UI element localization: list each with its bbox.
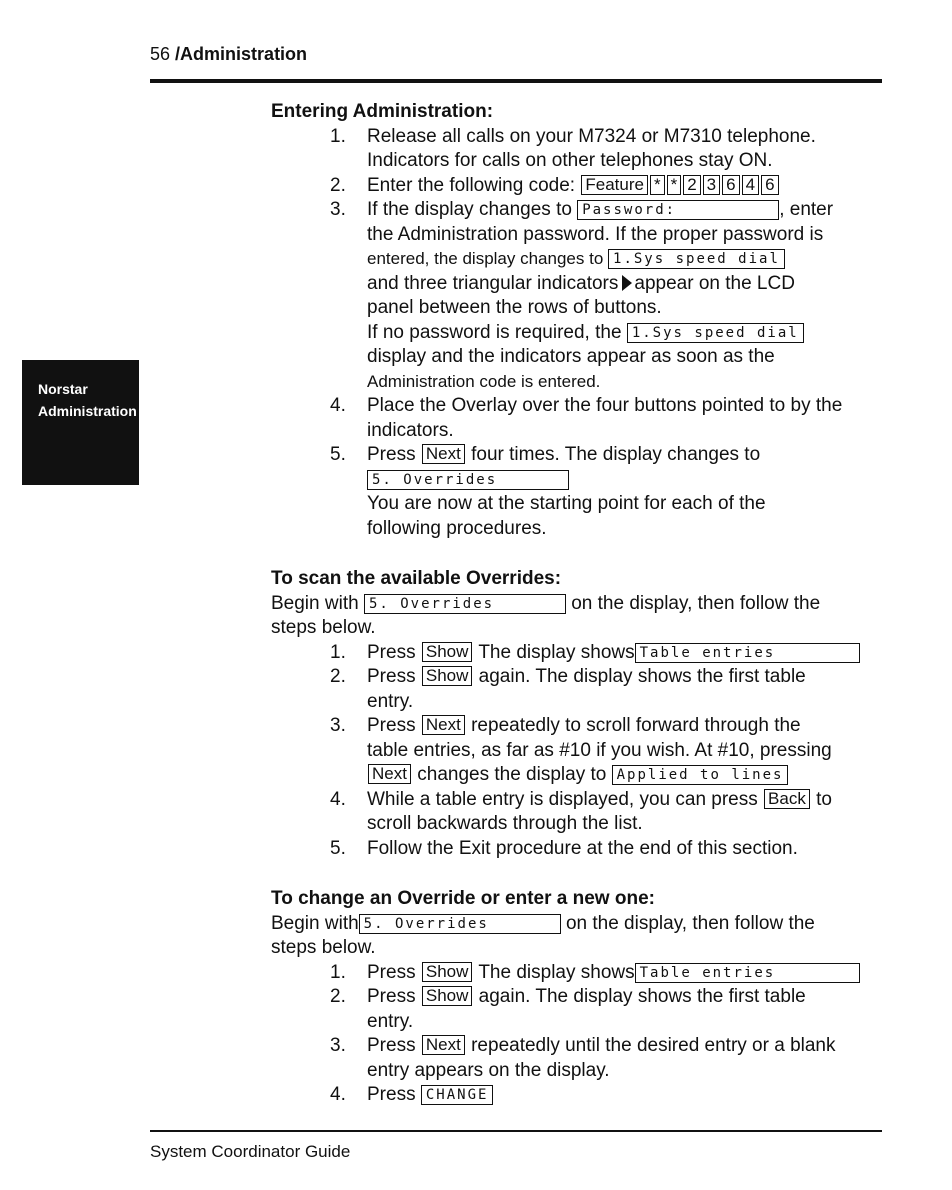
back-key: Back <box>764 789 810 809</box>
digit-key: 6 <box>722 175 739 195</box>
header-rule <box>150 79 882 83</box>
lcd-display: 1.Sys speed dial <box>608 249 785 269</box>
show-key: Show <box>422 642 473 662</box>
show-key: Show <box>422 962 473 982</box>
list-item: 4. While a table entry is displayed, you can press Back to scroll backwards through the list. <box>330 788 832 834</box>
list-item: 2. Press Show again. The display shows the first table entry. <box>330 986 806 1032</box>
entering-steps <box>271 125 881 542</box>
digit-key: 2 <box>683 175 700 195</box>
show-key: Show <box>422 986 473 1006</box>
star-key: * <box>667 175 682 195</box>
change-heading: To change an Override or enter a new one: <box>271 888 655 909</box>
list-item: 5. Press Next four times. The display changes to 5. Overrides You are now at the starting point for each of the following procedures. <box>330 444 766 539</box>
next-key: Next <box>422 1035 465 1055</box>
lcd-display: Applied to lines <box>612 765 789 785</box>
next-key: Next <box>368 764 411 784</box>
list-item: 4. Press CHANGE <box>271 1083 881 1108</box>
lcd-display: Table entries <box>635 963 860 983</box>
list-item: 4. Place the Overlay over the four buttons pointed to by the indicators. <box>330 395 843 441</box>
lcd-display: 5. Overrides <box>364 594 566 614</box>
page-header <box>150 44 307 65</box>
digit-key: 6 <box>761 175 778 195</box>
section-title: /Administration <box>175 44 308 64</box>
main-content: Entering Administration: 1. Release all calls on your M7324 or M7310 telephone. Indicators for calls on other telephones stay ON. 2. Enter the following code: Feature * * 2 3 6 4 6 3. If the display changes to Password: , enter the Administration password. If the proper password is entered, the display changes to 1.Sys speed dial and three triangular indicators appear on the LCD panel between the rows of buttons. If no password is required, the 1.Sys speed dial display and the indicators appear as soon as the Administration code is entered. 4. Place the Overlay over the four buttons pointed to by the indicators. 5. Press Next four times. The display changes to 5. Overrides You are now at the starting point for each of the following procedures. To scan the available Overrides: Begin with 5. Overrides on the display, then follow the steps below. 1. Press Show The display shows Table entries 2. Press Show again. The display shows the first table entry. 3. Press Next repeatedly to scroll forward through the table entries, as far as #10 if you wish. At #10, pressing Next changes the display to Applied to lines 4. While a table entry is displayed, you can press Back to scroll backwards through the list. 5. Follow the Exit procedure at the end of this section. To change an Override or enter a new one: Begin with 5. Overrides on the display, then follow the steps below. 1. Press Show The display shows Table entries 2. Press Show again. The display shows the first table entry. 3. Press Next repeatedly until the desired entry or a blank entry appears on the display. 4. Press CHANGE <box>271 100 881 1108</box>
list-item: 3. If the display changes to Password: , enter the Administration password. If the proper password is entered, the display changes to 1.Sys speed dial and three triangular indicators appear on the LCD panel between the rows of buttons. If no password is required, the 1.Sys speed dial display and the indicators appear as soon as the Administration code is entered. <box>330 199 834 391</box>
entering-heading: Entering Administration: <box>271 101 494 122</box>
feature-key: Feature <box>581 175 648 195</box>
triangle-indicator-icon <box>622 275 632 291</box>
lcd-display: Table entries <box>635 643 860 663</box>
next-key: Next <box>422 715 465 735</box>
lcd-display: 1.Sys speed dial <box>627 323 804 343</box>
star-key: * <box>650 175 665 195</box>
digit-key: 3 <box>703 175 720 195</box>
lcd-display: Password: <box>577 200 779 220</box>
scan-steps <box>271 641 881 862</box>
list-item: 3. Press Next repeatedly until the desired entry or a blank entry appears on the display. <box>330 1035 836 1081</box>
side-tab <box>22 360 139 485</box>
side-tab-line2: Administration <box>38 403 137 419</box>
side-tab-line1: Norstar <box>38 381 88 397</box>
page-number: 56 <box>150 44 171 64</box>
list-item: 2. Enter the following code: Feature * * 2 3 6 4 6 <box>271 174 881 199</box>
footer-text: System Coordinator Guide <box>150 1142 351 1161</box>
digit-key: 4 <box>742 175 759 195</box>
show-key: Show <box>422 666 473 686</box>
lcd-display: 5. Overrides <box>367 470 569 490</box>
list-item: 1. Release all calls on your M7324 or M7310 telephone. Indicators for calls on other telephones stay ON. <box>330 125 816 171</box>
list-item: 3. Press Next repeatedly to scroll forward through the table entries, as far as #10 if you wish. At #10, pressing Next changes the display to Applied to lines <box>330 715 832 785</box>
change-steps <box>271 961 881 1108</box>
footer-rule <box>150 1130 882 1132</box>
lcd-display: 5. Overrides <box>359 914 561 934</box>
next-key: Next <box>422 444 465 464</box>
scan-heading: To scan the available Overrides: <box>271 568 562 589</box>
list-item: 5. Follow the Exit procedure at the end of this section. <box>330 837 798 859</box>
list-item: 1. Press Show The display shows Table entries <box>271 961 881 986</box>
lcd-display: CHANGE <box>421 1085 494 1105</box>
list-item: 1. Press Show The display shows Table entries <box>271 641 881 666</box>
list-item: 2. Press Show again. The display shows the first table entry. <box>330 666 806 712</box>
